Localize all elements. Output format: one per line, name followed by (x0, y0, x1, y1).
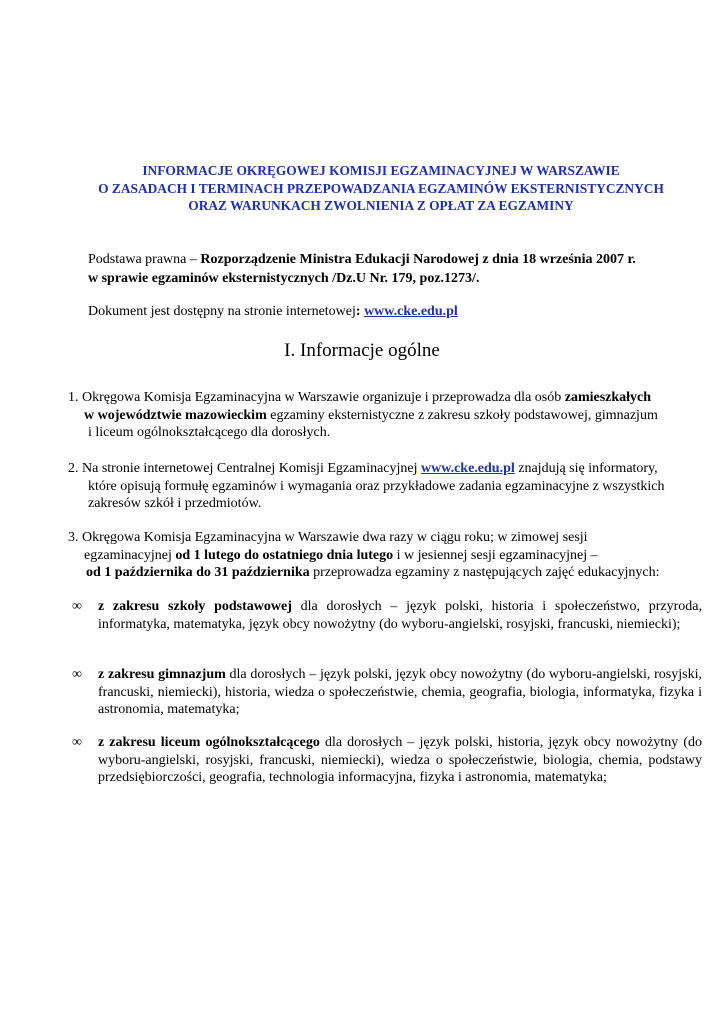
item-text: przeprowadza egzaminy z następujących zajęć edukacyjnych: (309, 565, 660, 580)
subject-list-item (98, 666, 702, 719)
infinity-bullet-icon: ∞ (72, 735, 82, 750)
item-text: i w jesiennej sesji egzaminacyjnej – (393, 547, 598, 563)
subject-text: dla dorosłych – język polski, historia, język obcy nowożytny (do wyboru-angielski, rosyjski, francuski, niemiecki), wiedza o społeczeństwie, biologia, chemia, podstawy przedsiębiorczości, geografia, technologia informacyjna, fizyka i astronomia, matematyka; (98, 735, 702, 785)
legal-basis-prefix: Podstawa prawna – (88, 252, 201, 267)
item-text: znajdują się informatory, (514, 461, 658, 476)
document-availability (88, 302, 688, 321)
subject-text: dla dorosłych – język polski, język obcy nowożytny (do wyboru-angielski, rosyjski, francuski, niemiecki), historia, wiedza o społeczeństwie, chemia, geografia, biologia, informatyka, fizyka i astronomia, matematyka; (98, 667, 702, 717)
cke-website-link[interactable]: www.cke.edu.pl (421, 461, 515, 476)
availability-colon: : (355, 304, 361, 319)
list-item (68, 460, 708, 513)
list-item (68, 529, 708, 582)
title-line: INFORMACJE OKRĘGOWEJ KOMISJI EGZAMINACYJNEJ W WARSZAWIE (142, 163, 620, 178)
regulation-title-cont: w sprawie egzaminów eksternistycznych /Dz.U Nr. 179, poz.1273/. (88, 271, 480, 286)
item-line (68, 564, 708, 582)
cke-website-link[interactable]: www.cke.edu.pl (364, 304, 458, 319)
subject-scope: z zakresu gimnazjum (98, 667, 226, 682)
item-text: 1. Okręgowa Komisja Egzaminacyjna w Warszawie organizuje i przeprowadza dla osób (68, 390, 565, 405)
item-line: zakresów szkół i przedmiotów. (88, 496, 262, 511)
item-line (68, 547, 708, 565)
title-line: O ZASADACH I TERMINACH PRZEPOWADZANIA EGZAMINÓW EKSTERNISTYCZNYCH (98, 180, 664, 196)
item-bold: od 1 października do 31 października (86, 565, 310, 580)
title-line: ORAZ WARUNKACH ZWOLNIENIA Z OPŁAT ZA EGZAMINY (188, 198, 574, 213)
item-bold: od 1 lutego do ostatniego dnia lutego (175, 547, 394, 563)
item-line: 3. Okręgowa Komisja Egzaminacyjna w Warszawie dwa razy w ciągu roku; w zimowej sesji (68, 530, 588, 545)
item-line (68, 389, 708, 407)
item-text: 2. Na stronie internetowej Centralnej Komisji Egzaminacyjnej (68, 461, 422, 476)
item-line (68, 407, 708, 425)
subject-list-item (98, 734, 702, 787)
item-line: które opisują formułę egzaminów i wymagania oraz przykładowe zadania egzaminacyjne z wszystkich (88, 478, 665, 494)
document-title (60, 162, 702, 215)
subject-text: dla dorosłych – język polski, historia i społeczeństwo, przyroda, informatyka, matematyka, język obcy nowożytny (do wyboru-angielski, rosyjski, francuski, niemiecki); (98, 599, 703, 632)
item-text: egzaminacyjnej (84, 547, 176, 563)
availability-text: Dokument jest dostępny na stronie internetowej (88, 304, 356, 319)
legal-basis (88, 250, 688, 288)
subject-scope: z zakresu szkoły podstawowej (98, 599, 292, 614)
item-bold: zamieszkałych (564, 390, 652, 405)
list-item (68, 389, 708, 442)
item-line (68, 460, 708, 478)
item-text: egzaminy eksternistyczne z zakresu szkoły podstawowej, gimnazjum (266, 407, 658, 423)
infinity-bullet-icon: ∞ (72, 667, 82, 682)
item-bold: w województwie mazowieckim (84, 407, 267, 423)
subject-list-item (98, 598, 702, 633)
regulation-title: Rozporządzenie Ministra Edukacji Narodowej z dnia 18 września 2007 r. (200, 252, 636, 267)
subject-scope: z zakresu liceum ogólnokształcącego (98, 735, 320, 750)
item-line: i liceum ogólnokształcącego dla dorosłych. (88, 425, 331, 440)
infinity-bullet-icon: ∞ (72, 599, 82, 614)
section-heading: I. Informacje ogólne (284, 340, 440, 361)
